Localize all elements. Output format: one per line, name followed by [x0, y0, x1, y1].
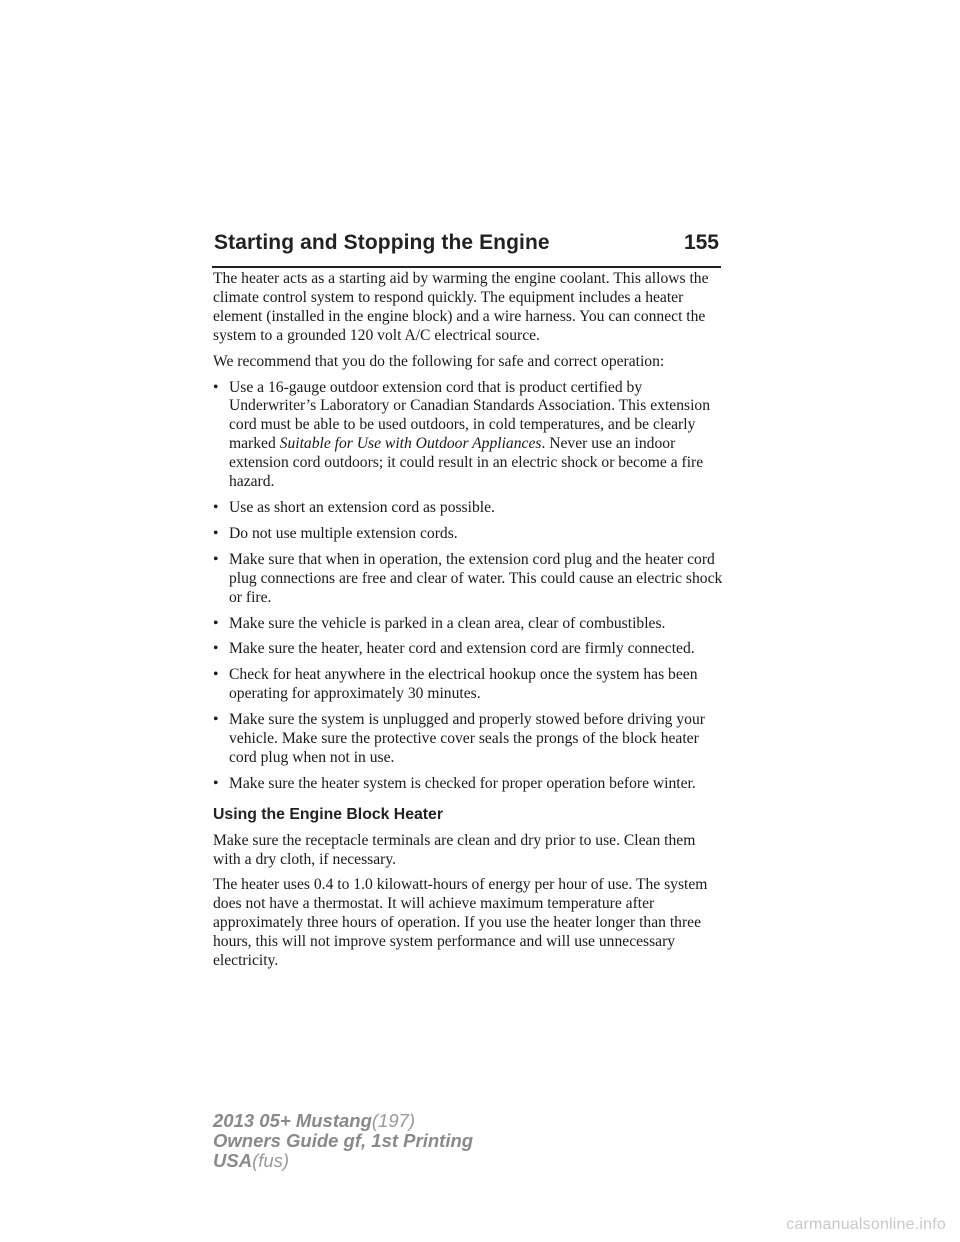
subheading: Using the Engine Block Heater — [213, 805, 443, 823]
footer-page-code: (197) — [371, 1110, 416, 1131]
footer-line-1 — [213, 1111, 473, 1131]
list-item-text: . Never use an indoor extension cord outdoors; it could result in an electric shock or become a fire hazard. — [229, 435, 704, 491]
list-item-text: Use a 16-gauge outdoor extension cord that is product certified by Underwriter’s Laboratory or Canadian Standards Association. This extension cord must be able to be used outdoors, in cold temperatures, and be clearly marked — [229, 378, 710, 453]
list-item — [213, 525, 725, 544]
section-title: Starting and Stopping the Engine — [214, 231, 550, 254]
footer-model: 2013 05+ Mustang — [213, 1110, 372, 1131]
list-item-text: Make sure the vehicle is parked in a clean area, clear of combustibles. — [229, 614, 666, 632]
receptacle-paragraph: Make sure the receptacle terminals are clean and dry prior to use. Clean them with a dry cloth, if necessary. — [213, 831, 696, 868]
recommend-paragraph: We recommend that you do the following for safe and correct operation: — [213, 352, 665, 370]
list-item-text: Make sure the heater system is checked for proper operation before winter. — [229, 774, 696, 792]
bullet-icon: • — [213, 378, 219, 396]
page-header — [212, 226, 721, 268]
safety-list — [213, 379, 725, 794]
list-item — [213, 775, 725, 794]
footer-region: USA — [213, 1150, 253, 1171]
footer-line-2 — [213, 1131, 473, 1151]
list-item — [213, 711, 725, 768]
list-item — [213, 551, 725, 608]
list-item — [213, 499, 725, 518]
list-item-text: Make sure the heater, heater cord and extension cord are firmly connected. — [229, 640, 695, 658]
list-item — [213, 615, 725, 634]
footer-line-3 — [213, 1151, 473, 1171]
intro-paragraph: The heater acts as a starting aid by warming the engine coolant. This allows the climate control system to respond quickly. The equipment includes a heater element (installed in the engine block) and a wire harness. You can connect the system to a grounded 120 volt A/C electrical source. — [213, 270, 709, 344]
list-item-text: Do not use multiple extension cords. — [229, 524, 458, 542]
footer-guide: Owners Guide gf, 1st Printing — [213, 1130, 474, 1151]
list-item-text: Make sure that when in operation, the extension cord plug and the heater cord plug connections are free and clear of water. This could cause an electric shock or fire. — [229, 550, 723, 606]
bullet-icon: • — [213, 711, 219, 729]
list-item-text: Make sure the system is unplugged and properly stowed before driving your vehicle. Make sure the protective cover seals the prongs of the block heater cord plug when not in use. — [229, 711, 705, 766]
list-item-text: Use as short an extension cord as possible. — [229, 498, 495, 516]
energy-paragraph: The heater uses 0.4 to 1.0 kilowatt-hours of energy per hour of use. The system does not have a thermostat. It will achieve maximum temperature after approximately three hours of operation. If you use the heater longer than three hours, this will not improve system performance and will use unnecessary electricity. — [213, 876, 708, 970]
bullet-icon: • — [213, 640, 219, 658]
bullet-icon: • — [213, 550, 219, 568]
bullet-icon: • — [213, 614, 219, 632]
footer-region-code: (fus) — [252, 1150, 290, 1171]
page-content — [213, 270, 725, 978]
site-watermark: carmanualsonline.info — [786, 1216, 946, 1233]
bullet-icon: • — [213, 498, 219, 516]
list-item — [213, 379, 725, 492]
list-item — [213, 666, 725, 704]
list-item-text: Check for heat anywhere in the electrical hookup once the system has been operating for approximately 30 minutes. — [229, 666, 698, 703]
page-number: 155 — [683, 231, 719, 254]
bullet-icon: • — [213, 524, 219, 542]
page-footer — [213, 1111, 473, 1171]
list-item-emphasis: Suitable for Use with Outdoor Appliances — [279, 435, 542, 453]
list-item — [213, 640, 725, 659]
bullet-icon: • — [213, 774, 219, 792]
bullet-icon: • — [213, 666, 219, 684]
